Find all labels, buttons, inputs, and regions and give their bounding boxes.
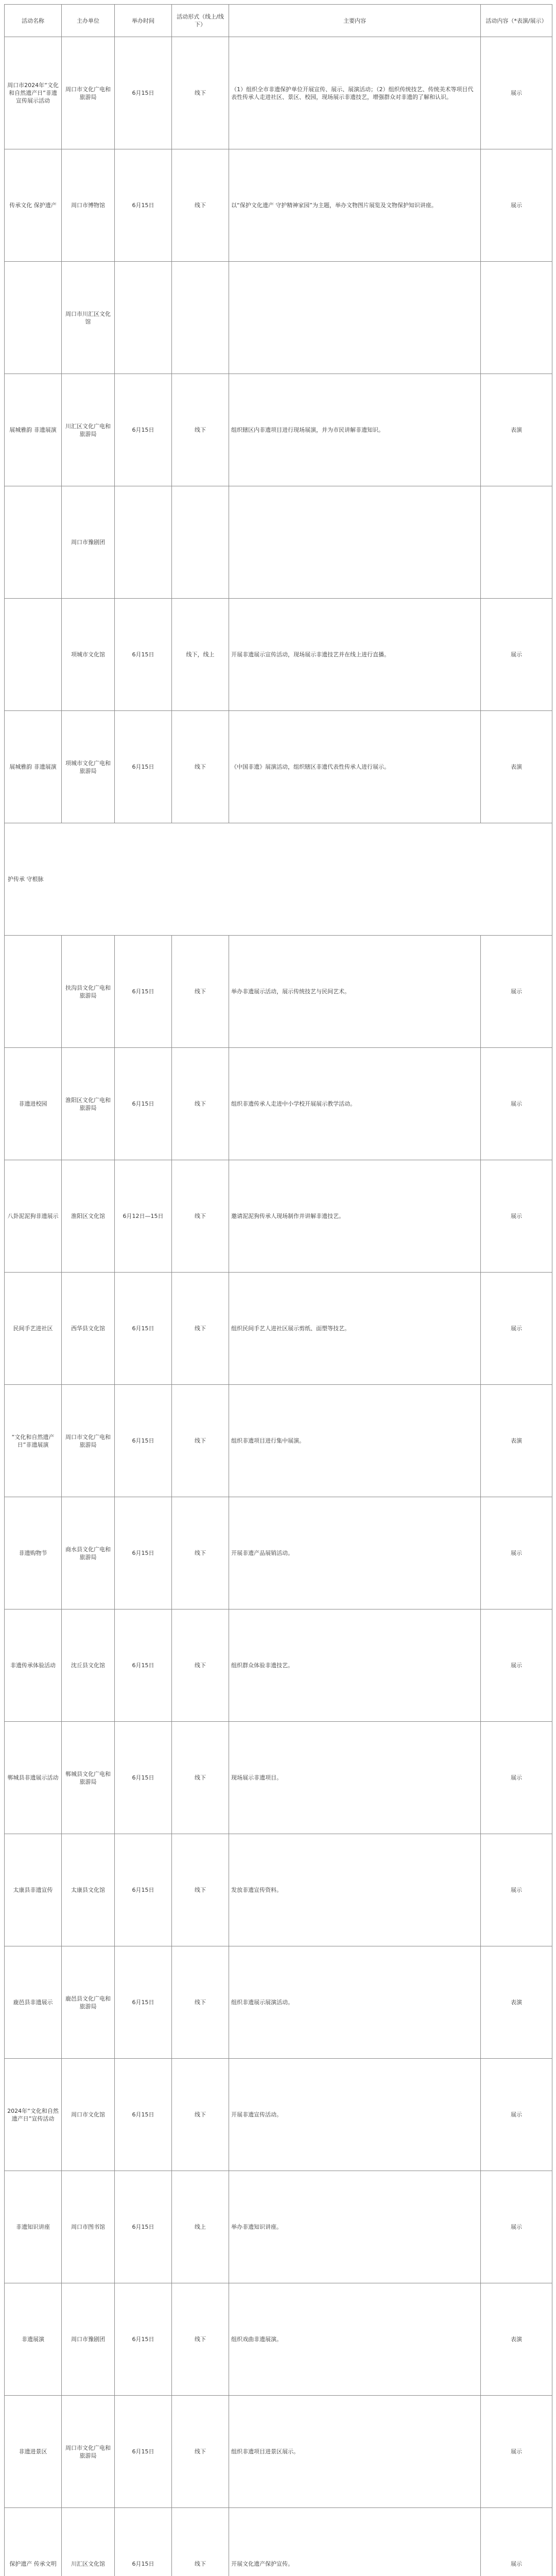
table-row bbox=[5, 936, 552, 1048]
section-row bbox=[5, 823, 552, 936]
cell-main-content: 组织非遗项目进行集中展演。 bbox=[229, 1385, 481, 1497]
cell-organizer: 周口市图书馆 bbox=[62, 2171, 115, 2283]
cell-activity-type: 展示 bbox=[481, 2396, 552, 2508]
cell-activity-name: 太康县非遗宣传 bbox=[5, 1834, 62, 1946]
cell-main-content: 开展非遗宣传活动。 bbox=[229, 2059, 481, 2171]
cell-time: 6月15日 bbox=[115, 2283, 172, 2396]
table-row bbox=[5, 1609, 552, 1722]
cell-time: 6月15日 bbox=[115, 37, 172, 149]
cell-format: 线下 bbox=[172, 1048, 229, 1160]
table-row bbox=[5, 1048, 552, 1160]
cell-organizer: 项城市文化馆 bbox=[62, 599, 115, 711]
cell-main-content: 组织非遗传承人走进中小学校开展展示教学活动。 bbox=[229, 1048, 481, 1160]
cell-activity-name: 非遗进景区 bbox=[5, 2396, 62, 2508]
cell-time: 6月15日 bbox=[115, 936, 172, 1048]
cell-main-content: 组织群众体验非遗技艺。 bbox=[229, 1609, 481, 1722]
table-row bbox=[5, 711, 552, 823]
cell-main-content bbox=[229, 262, 481, 374]
cell-format: 线下 bbox=[172, 2283, 229, 2396]
header-row bbox=[5, 5, 552, 37]
table-row bbox=[5, 2508, 552, 2576]
cell-main-content: 举办非遗展示活动，展示传统技艺与民间艺术。 bbox=[229, 936, 481, 1048]
cell-time bbox=[115, 486, 172, 599]
cell-format: 线下 bbox=[172, 2396, 229, 2508]
cell-activity-type bbox=[481, 486, 552, 599]
cell-time: 6月15日 bbox=[115, 1497, 172, 1609]
cell-activity-name: 非遗购物节 bbox=[5, 1497, 62, 1609]
cell-time: 6月15日 bbox=[115, 1722, 172, 1834]
cell-activity-type: 表演 bbox=[481, 374, 552, 486]
table-row bbox=[5, 374, 552, 486]
cell-main-content: 开展非遗产品展销活动。 bbox=[229, 1497, 481, 1609]
cell-format: 线下 bbox=[172, 1385, 229, 1497]
cell-main-content: 开展文化遗产保护宣传。 bbox=[229, 2508, 481, 2576]
cell-activity-name: 周口市2024年“文化和自然遗产日”非遗宣传展示活动 bbox=[5, 37, 62, 149]
cell-activity-type: 展示 bbox=[481, 1609, 552, 1722]
cell-main-content: 组织非遗展示展演活动。 bbox=[229, 1946, 481, 2059]
cell-time: 6月15日 bbox=[115, 711, 172, 823]
table-body bbox=[5, 37, 552, 2576]
cell-organizer: 沈丘县文化馆 bbox=[62, 1609, 115, 1722]
cell-format: 线下 bbox=[172, 1160, 229, 1273]
header-time: 举办时间 bbox=[115, 5, 172, 37]
cell-main-content: 举办非遗知识讲座。 bbox=[229, 2171, 481, 2283]
table-row bbox=[5, 1273, 552, 1385]
cell-organizer: 扶沟县文化广电和旅游局 bbox=[62, 936, 115, 1048]
cell-format: 线上 bbox=[172, 2171, 229, 2283]
cell-activity-name bbox=[5, 262, 62, 374]
cell-time: 6月15日 bbox=[115, 374, 172, 486]
cell-activity-type: 展示 bbox=[481, 1497, 552, 1609]
cell-organizer: 太康县文化馆 bbox=[62, 1834, 115, 1946]
table-row bbox=[5, 2059, 552, 2171]
table-row bbox=[5, 1385, 552, 1497]
cell-activity-name: 非遗进校园 bbox=[5, 1048, 62, 1160]
cell-activity-name bbox=[5, 486, 62, 599]
cell-time: 6月15日 bbox=[115, 2059, 172, 2171]
cell-organizer: 项城市文化广电和旅游局 bbox=[62, 711, 115, 823]
cell-time: 6月15日 bbox=[115, 599, 172, 711]
cell-activity-type: 展示 bbox=[481, 1722, 552, 1834]
cell-organizer: 鹿邑县文化广电和旅游局 bbox=[62, 1946, 115, 2059]
cell-activity-type: 表演 bbox=[481, 711, 552, 823]
cell-activity-type: 展示 bbox=[481, 1048, 552, 1160]
cell-activity-name bbox=[5, 936, 62, 1048]
cell-time: 6月15日 bbox=[115, 1273, 172, 1385]
table-row bbox=[5, 1834, 552, 1946]
table-row bbox=[5, 262, 552, 374]
cell-organizer: 周口市文化馆 bbox=[62, 2059, 115, 2171]
cell-activity-name: “文化和自然遗产日”非遗展演 bbox=[5, 1385, 62, 1497]
cell-format: 线下 bbox=[172, 1722, 229, 1834]
activity-table bbox=[4, 4, 552, 2576]
table-row bbox=[5, 1160, 552, 1273]
cell-activity-type: 表演 bbox=[481, 2283, 552, 2396]
cell-time: 6月15日 bbox=[115, 2171, 172, 2283]
cell-time: 6月15日 bbox=[115, 1385, 172, 1497]
table-row bbox=[5, 2283, 552, 2396]
cell-activity-name: 非遗展演 bbox=[5, 2283, 62, 2396]
cell-activity-type: 展示 bbox=[481, 149, 552, 262]
header-format: 活动形式（线上/线下） bbox=[172, 5, 229, 37]
header-activity-name: 活动名称 bbox=[5, 5, 62, 37]
cell-activity-name: 展城雅韵 非遗展演 bbox=[5, 711, 62, 823]
cell-time: 6月15日 bbox=[115, 1048, 172, 1160]
cell-format bbox=[172, 262, 229, 374]
cell-main-content: 发放非遗宣传资料。 bbox=[229, 1834, 481, 1946]
cell-activity-type: 表演 bbox=[481, 1946, 552, 2059]
table-row bbox=[5, 1497, 552, 1609]
cell-organizer: 周口市文化广电和旅游局 bbox=[62, 2396, 115, 2508]
cell-activity-type: 展示 bbox=[481, 2059, 552, 2171]
cell-organizer: 商水县文化广电和旅游局 bbox=[62, 1497, 115, 1609]
cell-format: 线下 bbox=[172, 37, 229, 149]
table-row bbox=[5, 37, 552, 149]
cell-main-content bbox=[229, 486, 481, 599]
cell-time: 6月15日 bbox=[115, 1946, 172, 2059]
cell-activity-name bbox=[5, 599, 62, 711]
cell-activity-type: 展示 bbox=[481, 936, 552, 1048]
cell-format: 线下 bbox=[172, 2059, 229, 2171]
cell-format: 线下 bbox=[172, 2508, 229, 2576]
cell-activity-name: 非遗传承体验活动 bbox=[5, 1609, 62, 1722]
cell-activity-name: 展城雅韵 非遗展演 bbox=[5, 374, 62, 486]
cell-organizer: 西华县文化馆 bbox=[62, 1273, 115, 1385]
cell-organizer: 周口市川汇区文化馆 bbox=[62, 262, 115, 374]
cell-organizer: 周口市文化广电和旅游局 bbox=[62, 37, 115, 149]
table-row bbox=[5, 149, 552, 262]
cell-time: 6月15日 bbox=[115, 1609, 172, 1722]
cell-activity-type: 展示 bbox=[481, 1160, 552, 1273]
cell-main-content: 开展非遗展示宣传活动，现场展示非遗技艺并在线上进行直播。 bbox=[229, 599, 481, 711]
cell-time: 6月15日 bbox=[115, 2508, 172, 2576]
cell-activity-name: 非遗知识讲座 bbox=[5, 2171, 62, 2283]
cell-format: 线下 bbox=[172, 1946, 229, 2059]
table-row bbox=[5, 1722, 552, 1834]
cell-activity-type: 展示 bbox=[481, 2508, 552, 2576]
cell-activity-type: 展示 bbox=[481, 2171, 552, 2283]
header-organizer: 主办单位 bbox=[62, 5, 115, 37]
table-row bbox=[5, 599, 552, 711]
cell-activity-type: 表演 bbox=[481, 1385, 552, 1497]
cell-organizer: 周口市博物馆 bbox=[62, 149, 115, 262]
table-row bbox=[5, 2396, 552, 2508]
cell-time: 6月15日 bbox=[115, 2396, 172, 2508]
table-row bbox=[5, 2171, 552, 2283]
cell-activity-name: 鹿邑县非遗展示 bbox=[5, 1946, 62, 2059]
header-main-content: 主要内容 bbox=[229, 5, 481, 37]
cell-time: 6月12日—15日 bbox=[115, 1160, 172, 1273]
table-row bbox=[5, 1946, 552, 2059]
cell-activity-name: 保护遗产 传承文明 bbox=[5, 2508, 62, 2576]
cell-activity-type: 展示 bbox=[481, 1273, 552, 1385]
cell-format: 线下 bbox=[172, 1497, 229, 1609]
cell-format: 线下 bbox=[172, 149, 229, 262]
cell-time: 6月15日 bbox=[115, 1834, 172, 1946]
cell-main-content: 组织民间手艺人进社区展示剪纸、面塑等技艺。 bbox=[229, 1273, 481, 1385]
schedule-sheet bbox=[4, 4, 552, 2576]
cell-organizer: 郸城县文化广电和旅游局 bbox=[62, 1722, 115, 1834]
cell-format: 线下 bbox=[172, 936, 229, 1048]
cell-activity-name: 八卦泥泥狗非遗展示 bbox=[5, 1160, 62, 1273]
cell-organizer: 川汇区文化广电和旅游局 bbox=[62, 374, 115, 486]
cell-main-content: 以“保护文化遗产 守护精神家园”为主题，举办文物图片展览及文物保护知识讲座。 bbox=[229, 149, 481, 262]
cell-activity-name: 传承文化 保护遗产 bbox=[5, 149, 62, 262]
cell-main-content: 组织戏曲非遗展演。 bbox=[229, 2283, 481, 2396]
cell-organizer: 川汇区文化馆 bbox=[62, 2508, 115, 2576]
cell-activity-type bbox=[481, 262, 552, 374]
cell-activity-name: 2024年“文化和自然遗产日”宣传活动 bbox=[5, 2059, 62, 2171]
cell-time: 6月15日 bbox=[115, 149, 172, 262]
cell-format: 线下，线上 bbox=[172, 599, 229, 711]
cell-time bbox=[115, 262, 172, 374]
cell-format: 线下 bbox=[172, 1609, 229, 1722]
cell-activity-type: 展示 bbox=[481, 37, 552, 149]
cell-activity-name: 民间手艺进社区 bbox=[5, 1273, 62, 1385]
cell-organizer: 周口市豫剧团 bbox=[62, 2283, 115, 2396]
cell-main-content: 邀请泥泥狗传承人现场制作并讲解非遗技艺。 bbox=[229, 1160, 481, 1273]
cell-organizer: 淮阳区文化广电和旅游局 bbox=[62, 1048, 115, 1160]
cell-organizer: 周口市豫剧团 bbox=[62, 486, 115, 599]
cell-section-title: 护传承 守根脉 bbox=[5, 823, 552, 936]
cell-format: 线下 bbox=[172, 374, 229, 486]
cell-format: 线下 bbox=[172, 711, 229, 823]
cell-organizer: 淮阳区文化馆 bbox=[62, 1160, 115, 1273]
cell-format: 线下 bbox=[172, 1834, 229, 1946]
cell-organizer: 周口市文化广电和旅游局 bbox=[62, 1385, 115, 1497]
cell-main-content: 组织非遗项目进景区展示。 bbox=[229, 2396, 481, 2508]
header-activity-type: 活动内容（*表演/展示） bbox=[481, 5, 552, 37]
cell-activity-type: 展示 bbox=[481, 599, 552, 711]
cell-main-content: 《中国非遗》展演活动，组织辖区非遗代表性传承人进行展示。 bbox=[229, 711, 481, 823]
cell-main-content: 组织辖区内非遗项目进行现场展演，并为市民讲解非遗知识。 bbox=[229, 374, 481, 486]
cell-main-content: （1）组织全市非遗保护单位开展宣传、展示、展演活动；（2）组织传统技艺、传统美术等项目代表性传承人走进社区、景区、校园，现场展示非遗技艺，增强群众对非遗的了解和认识。 bbox=[229, 37, 481, 149]
cell-format: 线下 bbox=[172, 1273, 229, 1385]
cell-activity-type: 展示 bbox=[481, 1834, 552, 1946]
cell-format bbox=[172, 486, 229, 599]
cell-activity-name: 郸城县非遗展示活动 bbox=[5, 1722, 62, 1834]
cell-main-content: 现场展示非遗项目。 bbox=[229, 1722, 481, 1834]
table-row bbox=[5, 486, 552, 599]
